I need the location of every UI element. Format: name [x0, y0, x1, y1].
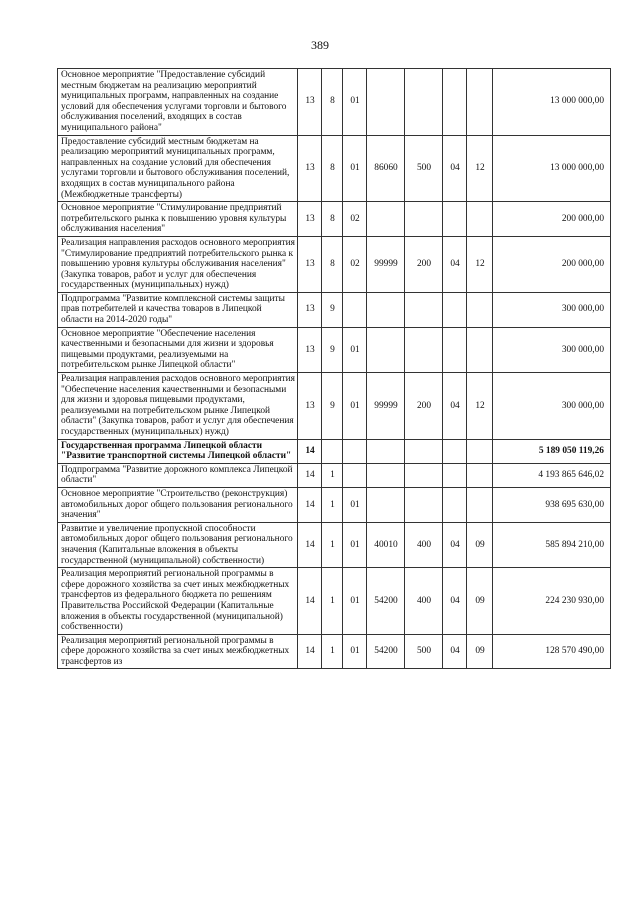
row-code-cell-c7 [467, 487, 493, 522]
row-code-cell-c3 [343, 439, 367, 463]
row-code-cell-c3 [343, 292, 367, 327]
row-name-cell: Подпрограмма "Развитие дорожного комплекса Липецкой области" [58, 463, 298, 487]
row-code-cell-c6 [443, 439, 467, 463]
row-code-cell-c1: 14 [298, 522, 322, 567]
row-amount-cell: 5 189 050 119,26 [493, 439, 611, 463]
row-code-cell-c1: 13 [298, 236, 322, 292]
row-code-cell-c2: 8 [322, 69, 343, 136]
row-code-cell-c1: 13 [298, 327, 322, 372]
row-code-cell-c2: 1 [322, 522, 343, 567]
row-code-cell-c6 [443, 487, 467, 522]
row-code-cell-c2: 1 [322, 487, 343, 522]
row-name-cell: Реализация направления расходов основного мероприятия "Обеспечение населения качественными и безопасными для жизни и здоровья пищевыми продуктами, реализуемыми на потребительском рынке Липецкой области" (Закупка товаров, работ и услуг для обеспечения государственных (муниципальных) нужд) [58, 373, 298, 440]
row-code-cell-c2 [322, 439, 343, 463]
row-amount-cell: 300 000,00 [493, 292, 611, 327]
row-code-cell-c2: 1 [322, 463, 343, 487]
row-amount-cell: 128 570 490,00 [493, 634, 611, 669]
row-code-cell-c6: 04 [443, 135, 467, 202]
row-code-cell-c1: 13 [298, 373, 322, 440]
row-amount-cell: 300 000,00 [493, 373, 611, 440]
row-code-cell-c4 [367, 292, 405, 327]
row-code-cell-c7: 09 [467, 634, 493, 669]
table-row [58, 202, 611, 237]
row-code-cell-c5 [405, 69, 443, 136]
row-code-cell-c7 [467, 202, 493, 237]
row-amount-cell: 224 230 930,00 [493, 568, 611, 635]
row-code-cell-c7: 09 [467, 522, 493, 567]
row-name-cell: Основное мероприятие "Строительство (реконструкция) автомобильных дорог общего пользования регионального значения" [58, 487, 298, 522]
table-row [58, 373, 611, 440]
budget-table [57, 68, 611, 669]
table-row [58, 135, 611, 202]
row-code-cell-c5: 400 [405, 568, 443, 635]
row-name-cell: Реализация направления расходов основного мероприятия "Стимулирование предприятий потребительского рынка к повышению уровня культуры обслуживания населения" (Закупка товаров, работ и услуг для обеспечения государственных (муниципальных) нужд) [58, 236, 298, 292]
row-code-cell-c4: 54200 [367, 568, 405, 635]
row-name-cell: Основное мероприятие "Обеспечение населения качественными и безопасными для жизни и здоровья пищевыми продуктами, реализуемыми на потребительском рынке Липецкой области" [58, 327, 298, 372]
row-amount-cell: 200 000,00 [493, 202, 611, 237]
row-code-cell-c2: 8 [322, 202, 343, 237]
row-code-cell-c7 [467, 327, 493, 372]
row-name-cell: Основное мероприятие "Предоставление субсидий местным бюджетам на реализацию мероприятий муниципальных программ, направленных на создание условий для обеспечения услугами торговли и бытового обслуживания поселений, входящих в состав муниципального района" [58, 69, 298, 136]
row-name-cell: Основное мероприятие "Стимулирование предприятий потребительского рынка к повышению уровня культуры обслуживания населения" [58, 202, 298, 237]
row-code-cell-c3: 01 [343, 69, 367, 136]
row-code-cell-c7 [467, 439, 493, 463]
row-code-cell-c3: 01 [343, 327, 367, 372]
row-code-cell-c2: 9 [322, 327, 343, 372]
row-code-cell-c3: 01 [343, 634, 367, 669]
row-code-cell-c3: 01 [343, 373, 367, 440]
row-code-cell-c6: 04 [443, 568, 467, 635]
row-code-cell-c5 [405, 439, 443, 463]
row-code-cell-c6: 04 [443, 634, 467, 669]
row-code-cell-c4: 99999 [367, 373, 405, 440]
row-code-cell-c5: 200 [405, 236, 443, 292]
row-code-cell-c6 [443, 292, 467, 327]
row-code-cell-c2: 9 [322, 373, 343, 440]
row-code-cell-c7: 09 [467, 568, 493, 635]
row-code-cell-c4 [367, 69, 405, 136]
row-code-cell-c7: 12 [467, 135, 493, 202]
row-code-cell-c7 [467, 463, 493, 487]
row-code-cell-c4: 86060 [367, 135, 405, 202]
table-row [58, 327, 611, 372]
row-code-cell-c1: 14 [298, 463, 322, 487]
row-code-cell-c6 [443, 327, 467, 372]
row-code-cell-c4 [367, 439, 405, 463]
row-code-cell-c1: 14 [298, 634, 322, 669]
row-code-cell-c4: 40010 [367, 522, 405, 567]
table-row [58, 568, 611, 635]
row-code-cell-c6 [443, 202, 467, 237]
row-code-cell-c1: 14 [298, 439, 322, 463]
row-code-cell-c1: 14 [298, 487, 322, 522]
row-code-cell-c6: 04 [443, 522, 467, 567]
page-number: 389 [311, 38, 329, 52]
row-code-cell-c5: 500 [405, 135, 443, 202]
row-name-cell: Предоставление субсидий местным бюджетам на реализацию мероприятий муниципальных программ, направленных на создание условий для обеспечения услугами торговли и бытового обслуживания поселений, входящих в состав муниципального района (Межбюджетные трансферты) [58, 135, 298, 202]
row-code-cell-c4 [367, 487, 405, 522]
table-row [58, 292, 611, 327]
row-code-cell-c5 [405, 327, 443, 372]
row-name-cell: Подпрограмма "Развитие комплексной системы защиты прав потребителей и качества товаров в Липецкой области на 2014-2020 годы" [58, 292, 298, 327]
row-code-cell-c3: 01 [343, 135, 367, 202]
row-code-cell-c3: 01 [343, 568, 367, 635]
row-code-cell-c4 [367, 327, 405, 372]
row-code-cell-c7: 12 [467, 373, 493, 440]
row-amount-cell: 13 000 000,00 [493, 135, 611, 202]
row-code-cell-c5: 400 [405, 522, 443, 567]
table-row [58, 69, 611, 136]
row-code-cell-c6: 04 [443, 373, 467, 440]
row-code-cell-c4: 99999 [367, 236, 405, 292]
row-code-cell-c2: 1 [322, 568, 343, 635]
row-code-cell-c7: 12 [467, 236, 493, 292]
row-name-cell: Развитие и увеличение пропускной способности автомобильных дорог общего пользования регионального значения (Капитальные вложения в объекты государственной (муниципальной) собственности) [58, 522, 298, 567]
row-code-cell-c6 [443, 69, 467, 136]
row-code-cell-c3 [343, 463, 367, 487]
row-name-cell: Государственная программа Липецкой области "Развитие транспортной системы Липецкой области" [58, 439, 298, 463]
row-code-cell-c2: 1 [322, 634, 343, 669]
row-amount-cell: 300 000,00 [493, 327, 611, 372]
row-amount-cell: 938 695 630,00 [493, 487, 611, 522]
table-row [58, 463, 611, 487]
row-amount-cell: 13 000 000,00 [493, 69, 611, 136]
row-code-cell-c6 [443, 463, 467, 487]
table-row [58, 522, 611, 567]
row-name-cell: Реализация мероприятий региональной программы в сфере дорожного хозяйства за счет иных межбюджетных трансфертов из федерального бюджета по решениям Правительства Российской Федерации (Капитальные вложения в объекты государственной (муниципальной) собственности) [58, 568, 298, 635]
row-code-cell-c5: 200 [405, 373, 443, 440]
row-code-cell-c1: 13 [298, 202, 322, 237]
row-amount-cell: 4 193 865 646,02 [493, 463, 611, 487]
table-row [58, 487, 611, 522]
row-code-cell-c3: 01 [343, 522, 367, 567]
row-code-cell-c4 [367, 202, 405, 237]
row-code-cell-c7 [467, 69, 493, 136]
row-code-cell-c3: 01 [343, 487, 367, 522]
row-code-cell-c2: 8 [322, 236, 343, 292]
row-code-cell-c5 [405, 463, 443, 487]
row-name-cell: Реализация мероприятий региональной программы в сфере дорожного хозяйства за счет иных межбюджетных трансфертов из [58, 634, 298, 669]
row-code-cell-c5 [405, 292, 443, 327]
row-code-cell-c5 [405, 487, 443, 522]
row-code-cell-c5: 500 [405, 634, 443, 669]
row-code-cell-c7 [467, 292, 493, 327]
row-code-cell-c1: 13 [298, 135, 322, 202]
row-code-cell-c2: 9 [322, 292, 343, 327]
table-row [58, 634, 611, 669]
row-code-cell-c3: 02 [343, 202, 367, 237]
table-row [58, 236, 611, 292]
row-code-cell-c4 [367, 463, 405, 487]
row-amount-cell: 200 000,00 [493, 236, 611, 292]
table-row [58, 439, 611, 463]
row-code-cell-c3: 02 [343, 236, 367, 292]
row-code-cell-c1: 13 [298, 69, 322, 136]
row-code-cell-c1: 14 [298, 568, 322, 635]
row-code-cell-c1: 13 [298, 292, 322, 327]
row-code-cell-c5 [405, 202, 443, 237]
row-code-cell-c4: 54200 [367, 634, 405, 669]
row-code-cell-c6: 04 [443, 236, 467, 292]
row-code-cell-c2: 8 [322, 135, 343, 202]
row-amount-cell: 585 894 210,00 [493, 522, 611, 567]
